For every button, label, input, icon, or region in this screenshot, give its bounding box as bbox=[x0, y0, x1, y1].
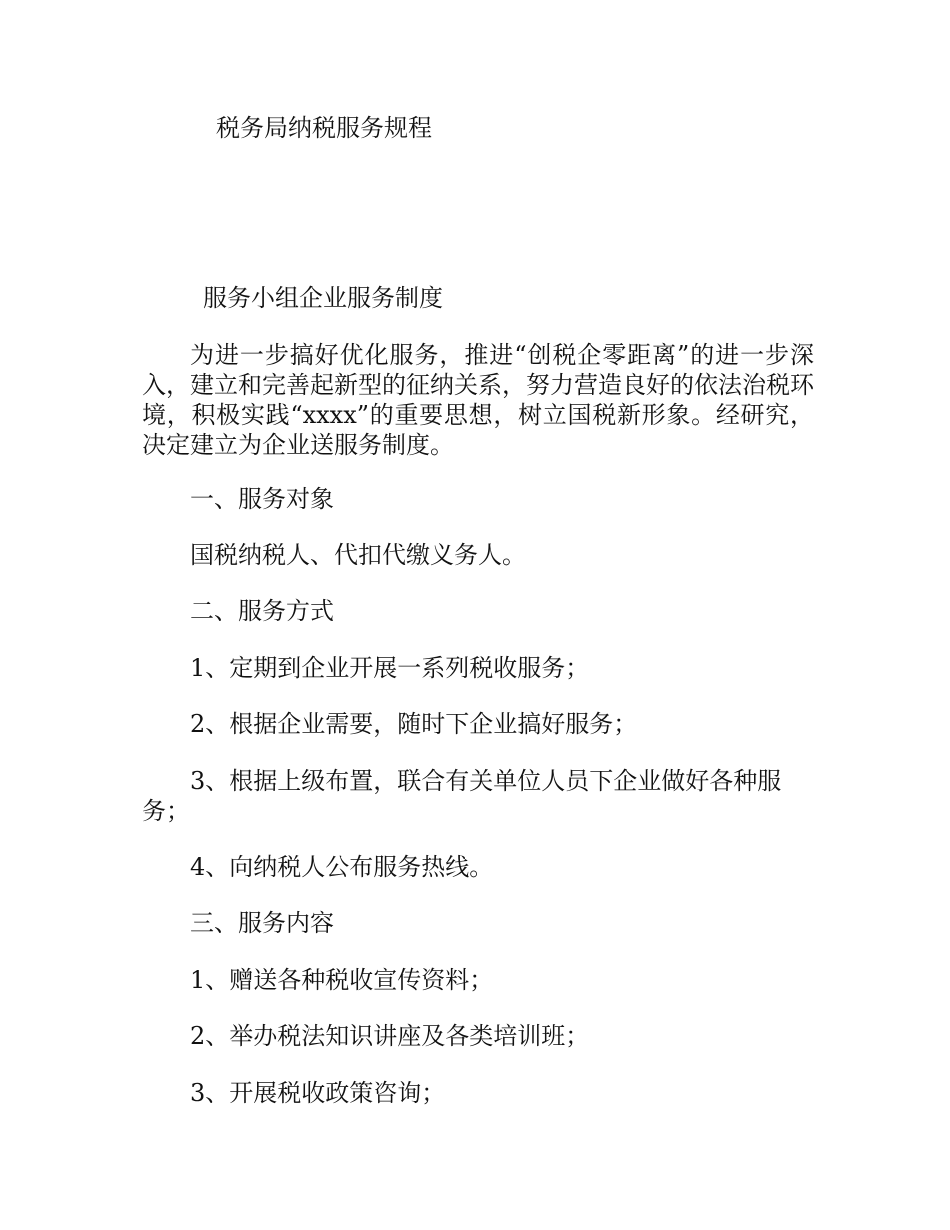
service-method-item: 1、定期到企业开展一系列税收服务； bbox=[190, 654, 590, 682]
service-method-item: 4、向纳税人公布服务热线。 bbox=[190, 853, 494, 881]
section-heading-service-method: 二、服务方式 bbox=[190, 597, 334, 625]
service-target-text: 国税纳税人、代扣代缴义务人。 bbox=[190, 541, 526, 569]
section-heading-service-content: 三、服务内容 bbox=[190, 909, 334, 937]
service-content-item: 1、赠送各种税收宣传资料； bbox=[190, 966, 494, 994]
document-subtitle: 服务小组企业服务制度 bbox=[203, 284, 443, 312]
service-method-item: 2、根据企业需要，随时下企业搞好服务； bbox=[190, 710, 638, 738]
intro-paragraph: 为进一步搞好优化服务，推进“创税企零距离”的进一步深入，建立和完善起新型的征纳关系，努力营造良好的依法治税环境，积极实践“xxxx”的重要思想，树立国税新形象。经研究，决定建立为企业送服务制度。 bbox=[142, 341, 814, 459]
service-content-item: 3、开展税收政策咨询； bbox=[190, 1079, 446, 1107]
service-method-item: 3、根据上级布置，联合有关单位人员下企业做好各种服务； bbox=[142, 767, 782, 825]
document-title: 税务局纳税服务规程 bbox=[216, 114, 432, 142]
section-heading-service-target: 一、服务对象 bbox=[190, 485, 334, 513]
service-content-item: 2、举办税法知识讲座及各类培训班； bbox=[190, 1022, 590, 1050]
